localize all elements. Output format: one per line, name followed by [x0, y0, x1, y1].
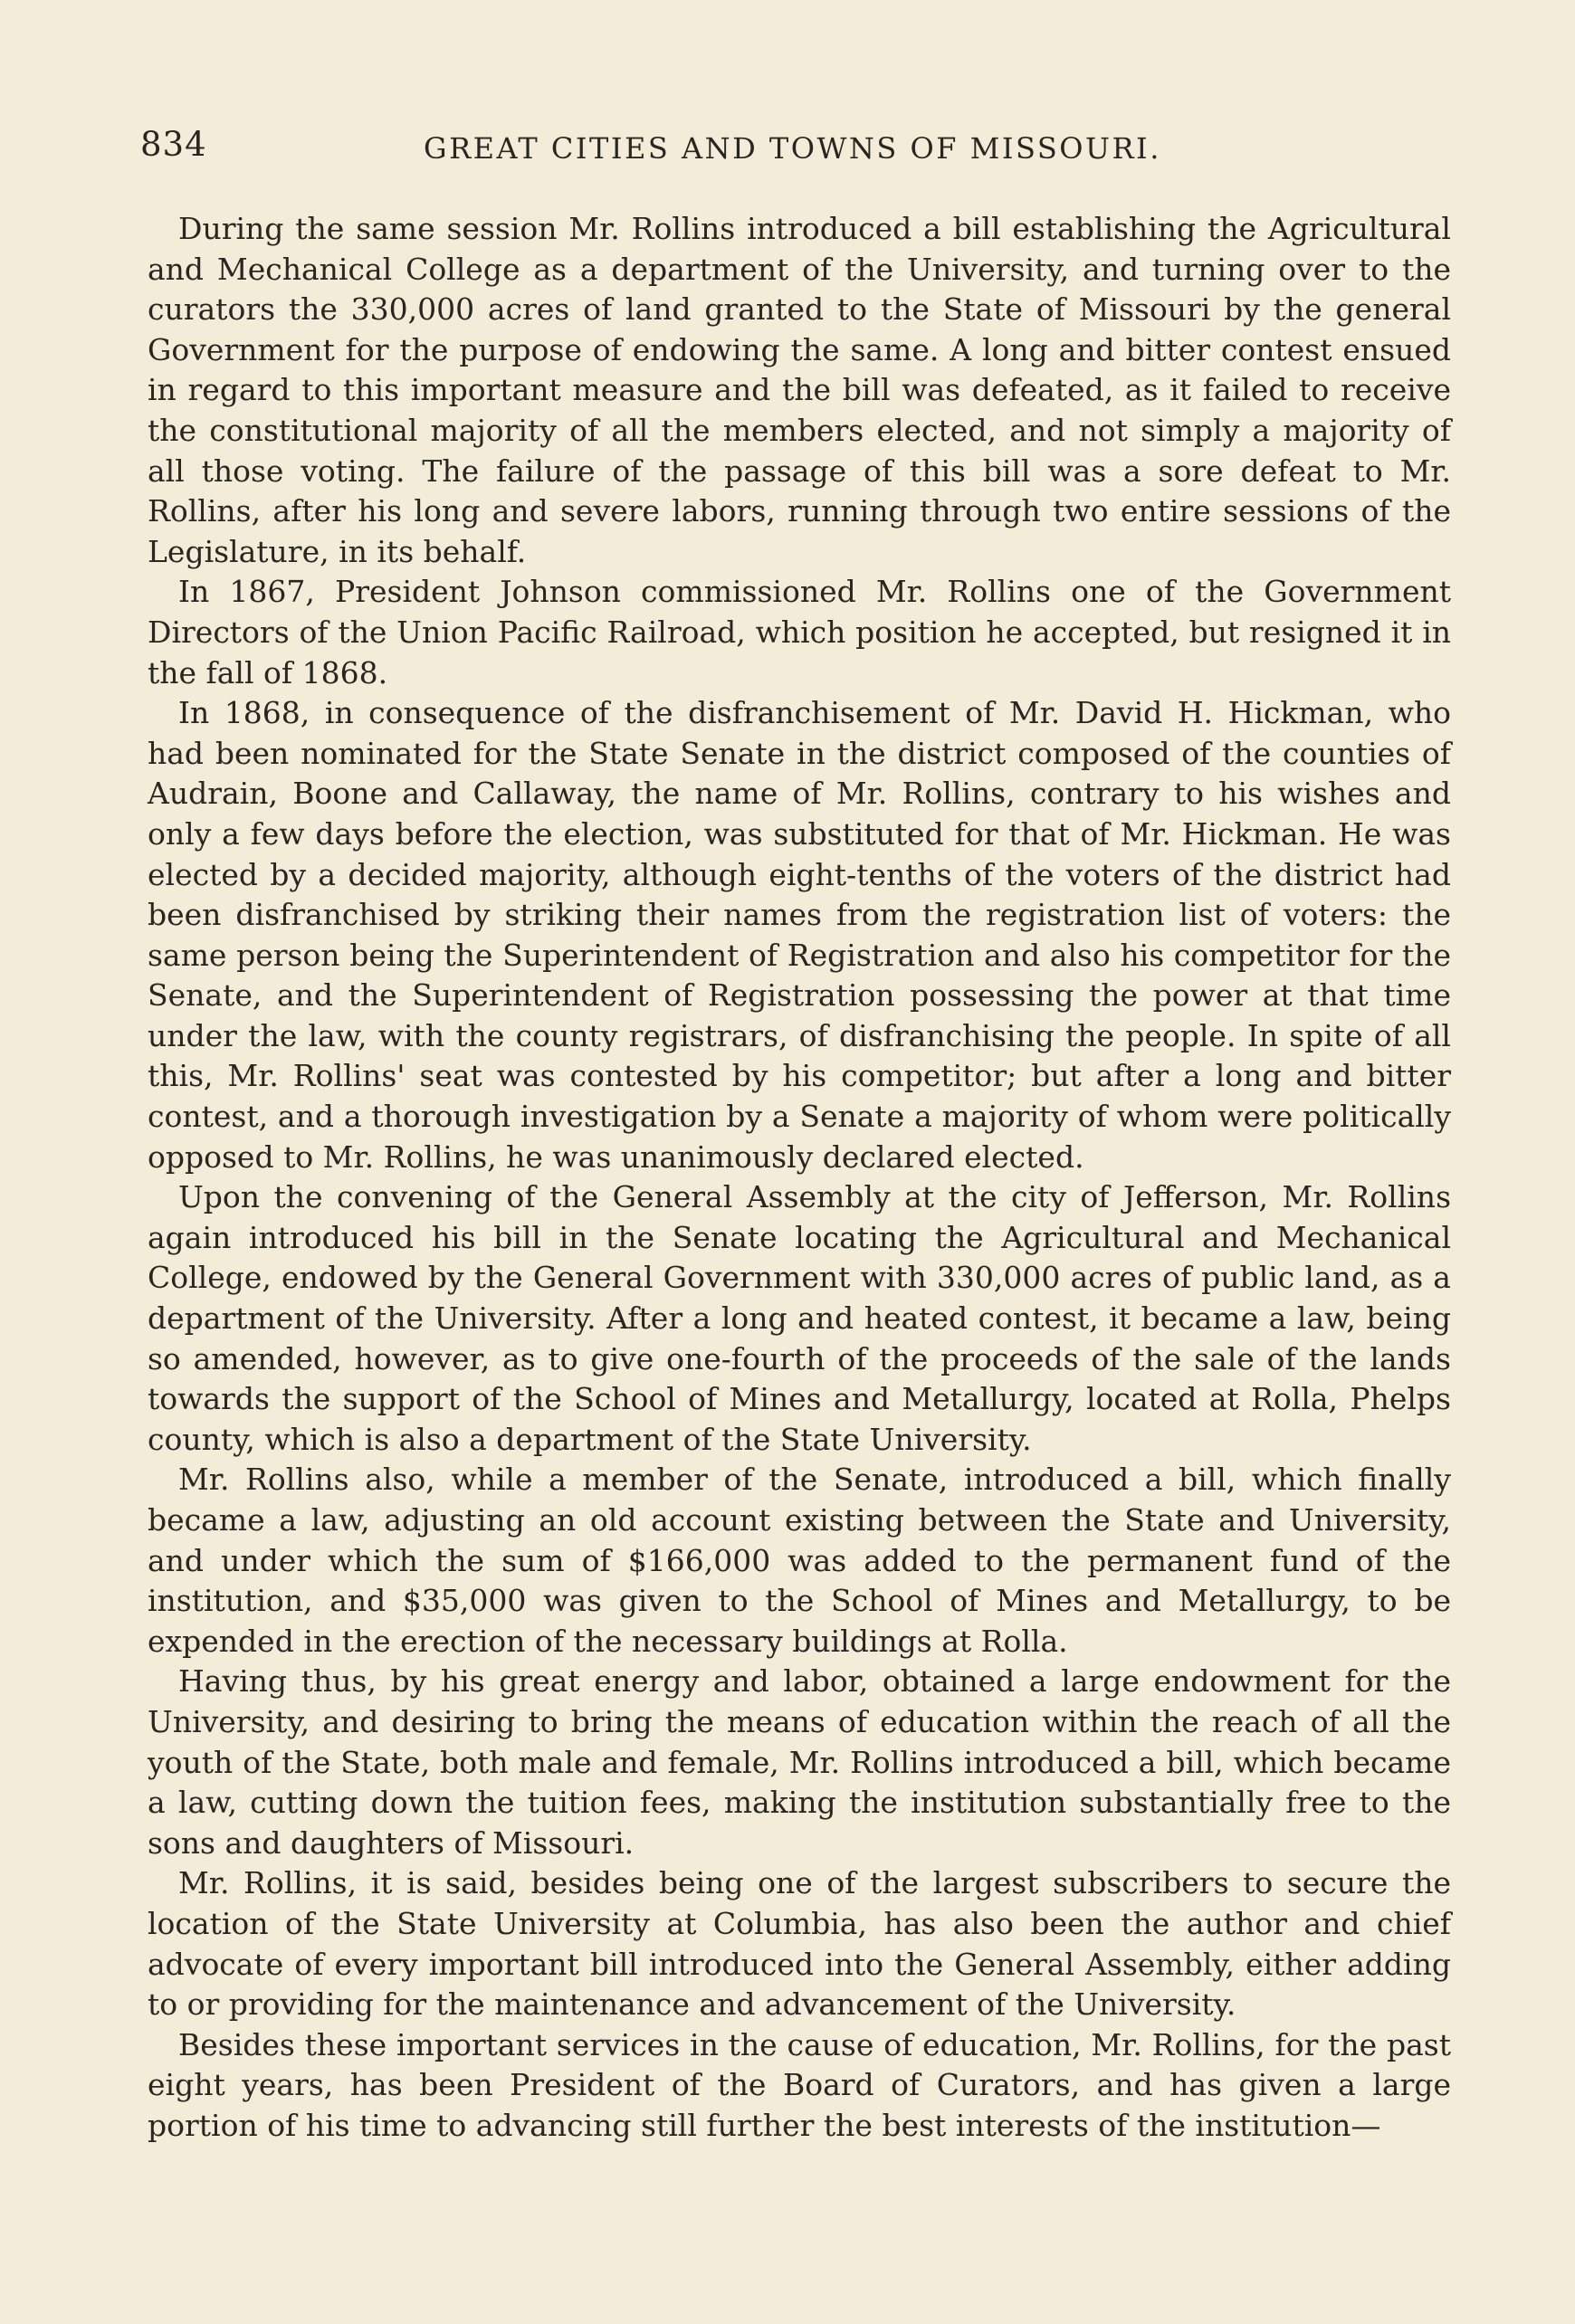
- paragraph: Mr. Rollins also, while a member of the Senate, introduced a bill, which finally became a law, adjusting an old account existing between the State and University, and under which the sum of $166,000 was added to the permanent fund of the institution, and $35,000 was given to the School of Mines and Metallurgy, to be expended in the erection of the necessary buildings at Rolla.: [148, 1462, 1451, 1659]
- paragraph: During the same session Mr. Rollins introduced a bill establishing the Agricultural and Mechanical College as a department of the University, and turning over to the curators the 330,000 acres of land granted to the State of Missouri by the general Government for the purpose of endowing the same. A long and bitter contest ensued in regard to this important measure and the bill was defeated, as it failed to receive the constitutional majority of all the members elected, and not simply a majority of all those voting. The failure of the passage of this bill was a sore defeat to Mr. Rollins, after his long and severe labors, running through two entire sessions of the Legislature, in its behalf.: [148, 211, 1451, 569]
- paragraph: Mr. Rollins, it is said, besides being one of the largest subscribers to secure the location of the State University at Columbia, has also been the author and chief advocate of every important bill introduced into the General Assembly, either adding to or providing for the maintenance and advancement of the University.: [148, 1865, 1451, 2023]
- paragraph: In 1868, in consequence of the disfranchisement of Mr. David H. Hickman, who had been nominated for the State Senate in the district composed of the counties of Audrain, Boone and Callaway, the name of Mr. Rollins, contrary to his wishes and only a few days before the election, was substituted for that of Mr. Hickman. He was elected by a decided majority, although eight-tenths of the voters of the district had been disfranchised by striking their names from the registration list of voters: the same person being the Superintendent of Registration and also his competitor for the Senate, and the Superintendent of Registration possessing the power at that time under the law, with the county registrars, of disfranchising the people. In spite of all this, Mr. Rollins' seat was contested by his competitor; but after a long and bitter contest, and a thorough investigation by a Senate a majority of whom were politically opposed to Mr. Rollins, he was unanimously declared elected.: [148, 695, 1451, 1175]
- running-head-title: GREAT CITIES AND TOWNS OF MISSOURI.: [424, 131, 1161, 166]
- paragraph: Upon the convening of the General Assembly at the city of Jefferson, Mr. Rollins again introduced his bill in the Senate locating the Agricultural and Mechanical College, endowed by the General Government with 330,000 acres of public land, as a department of the University. After a long and heated contest, it became a law, being so amended, however, as to give one-fourth of the proceeds of the sale of the lands towards the support of the School of Mines and Metallurgy, located at Rolla, Phelps county, which is also a department of the State University.: [148, 1179, 1451, 1457]
- paragraph: Having thus, by his great energy and labor, obtained a large endowment for the University, and desiring to bring the means of education within the reach of all the youth of the State, both male and female, Mr. Rollins introduced a bill, which became a law, cutting down the tuition fees, making the institution substantially free to the sons and daughters of Missouri.: [148, 1663, 1451, 1861]
- paragraph: In 1867, President Johnson commissioned Mr. Rollins one of the Government Directors of the Union Pacific Railroad, which position he accepted, but resigned it in the fall of 1868.: [148, 574, 1451, 691]
- page-number: 834: [140, 125, 207, 164]
- paragraph: Besides these important services in the cause of education, Mr. Rollins, for the past eight years, has been President of the Board of Curators, and has given a large portion of his time to advancing still further the best interests of the institution—: [148, 2026, 1451, 2143]
- body-text: [148, 209, 1451, 2147]
